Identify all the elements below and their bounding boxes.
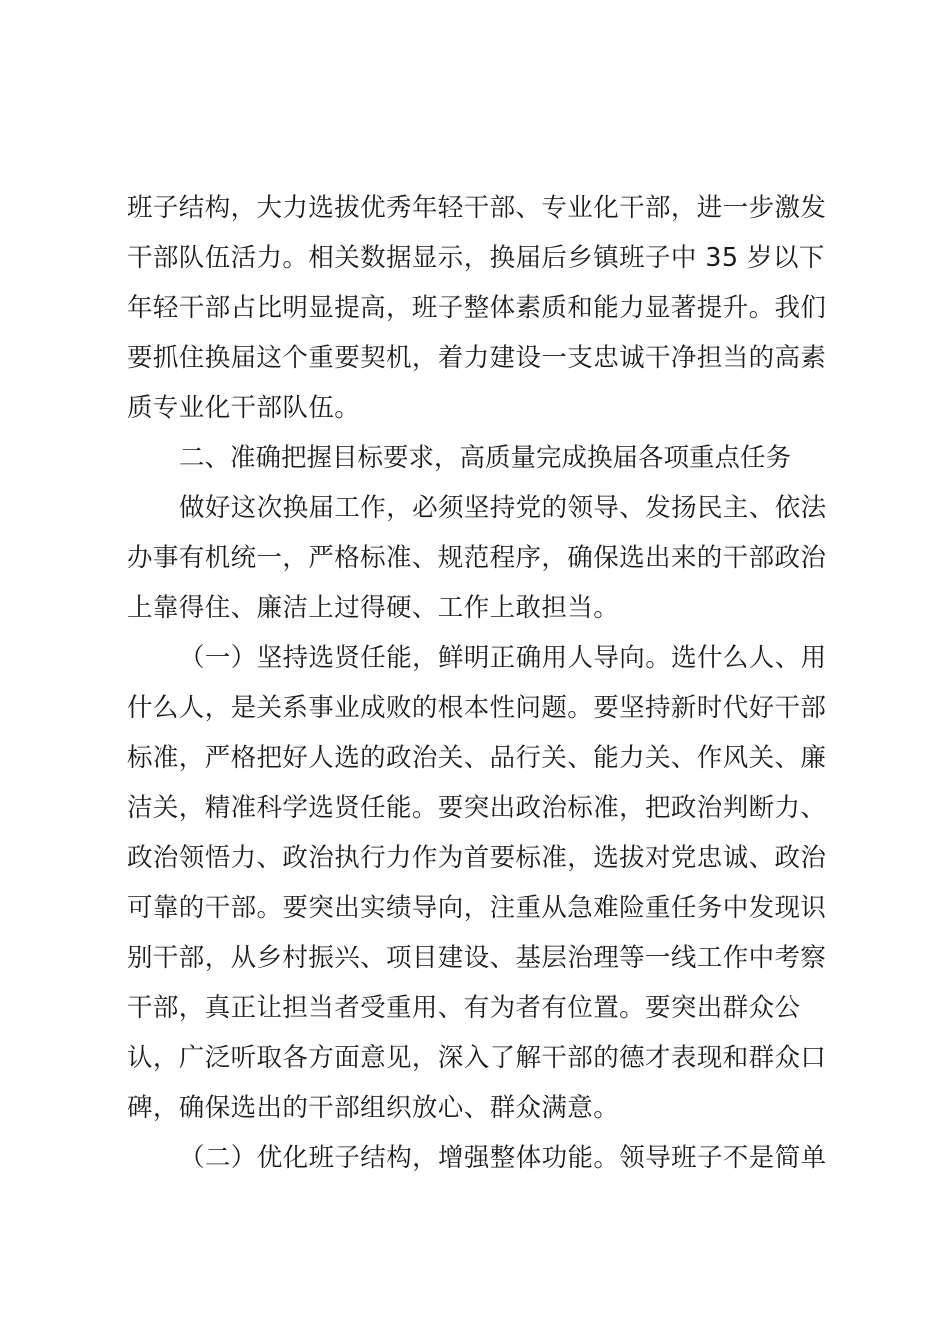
- paragraph-continuation: [127, 183, 837, 433]
- text-line: 认，广泛听取各方面意见，深入了解干部的德才表现和群众口: [127, 1043, 827, 1073]
- text-line: 做好这次换届工作，必须坚持党的领导、发扬民主、依法: [179, 493, 827, 523]
- text-line: 标准，严格把好人选的政治关、品行关、能力关、作风关、廉: [127, 743, 827, 773]
- text-line: 政治领悟力、政治执行力作为首要标准，选拔对党忠诚、政治: [127, 843, 827, 873]
- text-line: 年轻干部占比明显提高，班子整体素质和能力显著提升。我们: [127, 293, 827, 323]
- section-heading: [127, 433, 837, 483]
- document-page: [127, 183, 837, 1183]
- text-line: 要抓住换届这个重要契机，着力建设一支忠诚干净担当的高素: [127, 343, 827, 373]
- text-line: 可靠的干部。要突出实绩导向，注重从急难险重任务中发现识: [127, 893, 827, 923]
- text-line: 上靠得住、廉洁上过得硬、工作上敢担当。: [127, 593, 620, 623]
- paragraph-intro: [127, 483, 837, 633]
- text-line: 洁关，精准科学选贤任能。要突出政治标准，把政治判断力、: [127, 793, 827, 823]
- text-line: 质专业化干部队伍。: [127, 393, 361, 423]
- text-line: 别干部，从乡村振兴、项目建设、基层治理等一线工作中考察: [127, 943, 827, 973]
- text-line: 办事有机统一，严格标准、规范程序，确保选出来的干部政治: [127, 543, 827, 573]
- text-line: （二）优化班子结构，增强整体功能。领导班子不是简单: [179, 1143, 827, 1173]
- text-line: （一）坚持选贤任能，鲜明正确用人导向。选什么人、用: [179, 643, 827, 673]
- text-line: 干部队伍活力。相关数据显示，换届后乡镇班子中 35 岁以下: [127, 243, 825, 273]
- paragraph-subsection-1: [127, 633, 837, 1133]
- heading-text: 二、准确把握目标要求，高质量完成换届各项重点任务: [179, 443, 792, 473]
- text-line: 什么人，是关系事业成败的根本性问题。要坚持新时代好干部: [127, 693, 827, 723]
- text-line: 碑，确保选出的干部组织放心、群众满意。: [127, 1093, 620, 1123]
- text-line: 班子结构，大力选拔优秀年轻干部、专业化干部，进一步激发: [127, 193, 827, 223]
- paragraph-subsection-2: [127, 1133, 837, 1183]
- text-line: 干部，真正让担当者受重用、有为者有位置。要突出群众公: [127, 993, 801, 1023]
